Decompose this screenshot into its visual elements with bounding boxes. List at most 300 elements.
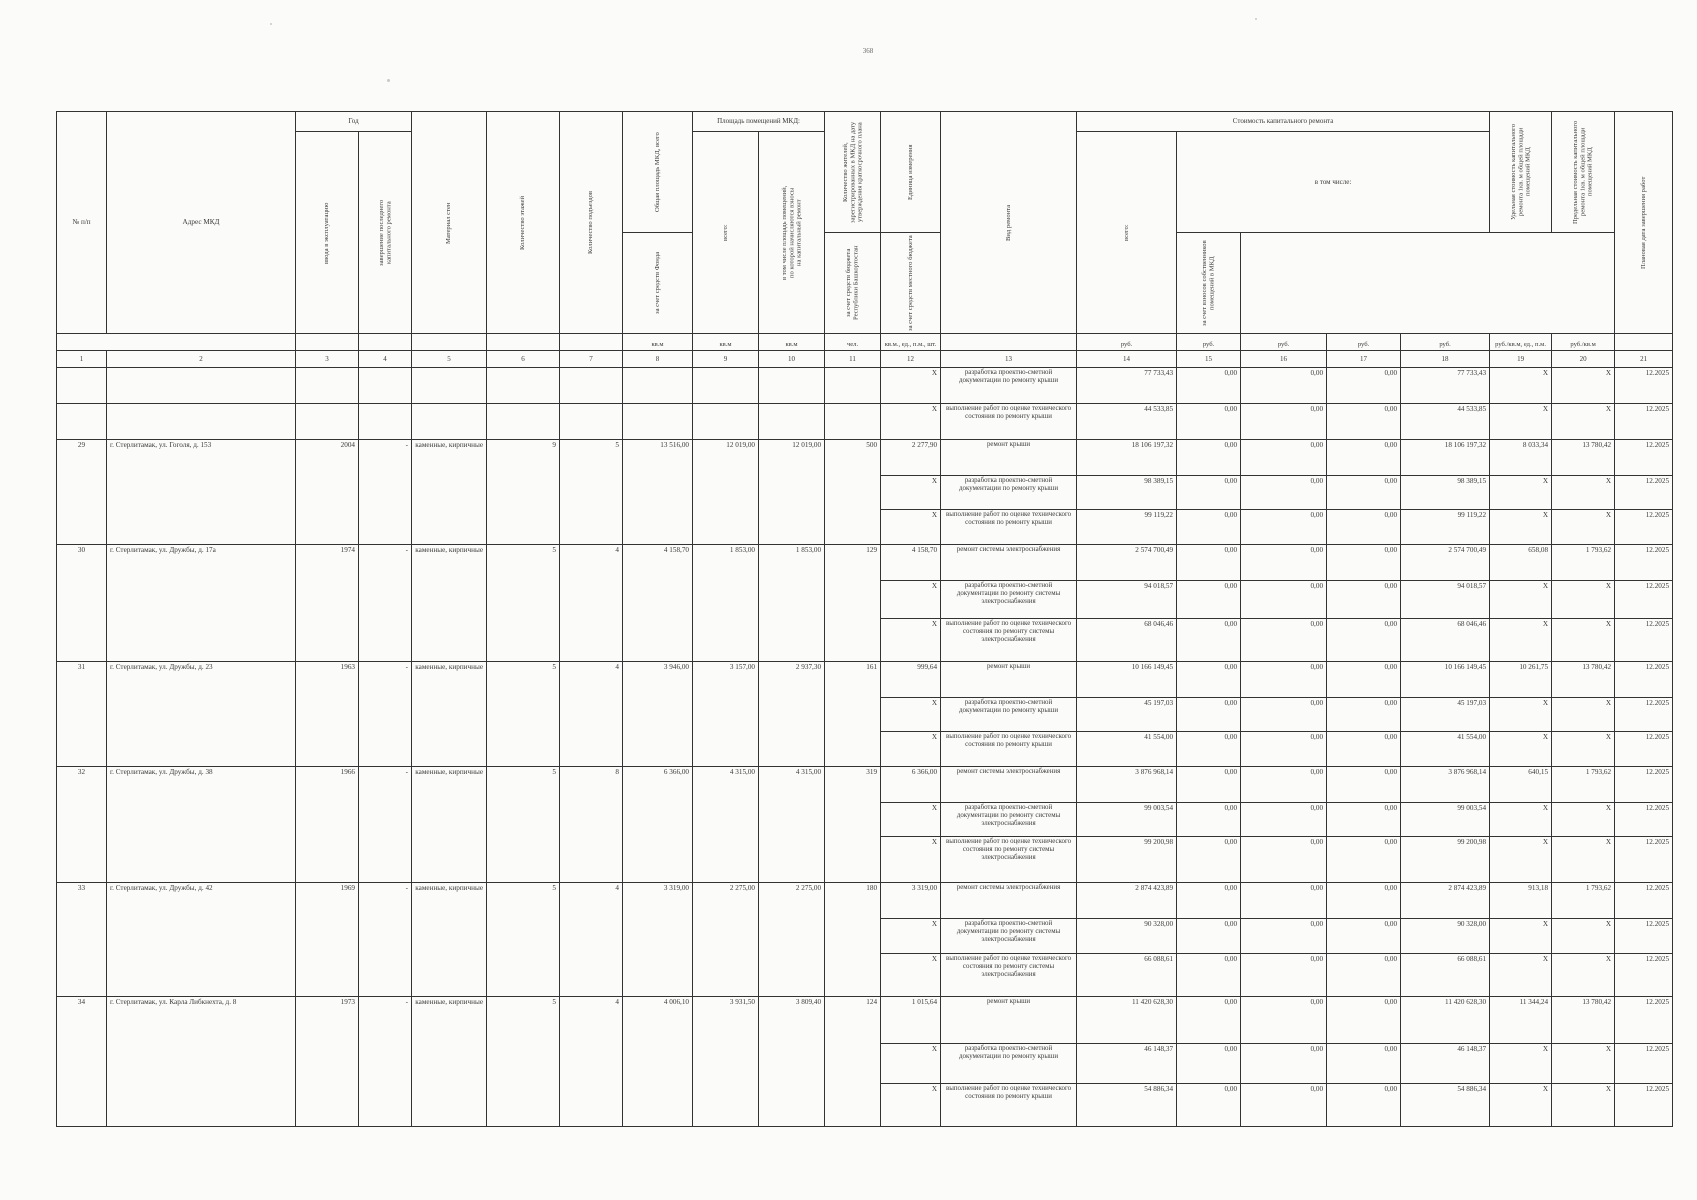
- cost-republic: 0,00: [1241, 883, 1327, 919]
- building-row: [57, 545, 1673, 581]
- cost-republic: 0,00: [1241, 997, 1327, 1044]
- plan-date: 12.2025: [1615, 368, 1673, 404]
- empty-cell: [412, 368, 487, 404]
- floors: 5: [487, 997, 560, 1127]
- unit-c17: руб.: [1327, 334, 1401, 351]
- cost-owners: 68 046,46: [1401, 619, 1490, 662]
- max-cost: X: [1552, 919, 1615, 954]
- premises-total: 2 275,00: [693, 883, 759, 997]
- building-address: г. Стерлитамак, ул. Дружбы, д. 38: [107, 767, 296, 883]
- header-cost-owners: за счет взносов собственников помещений в МКД: [1177, 233, 1241, 334]
- cost-fund: 0,00: [1177, 368, 1241, 404]
- empty-cell: [412, 404, 487, 440]
- residents: 129: [825, 545, 881, 662]
- cost-republic: 0,00: [1241, 954, 1327, 997]
- header-residents: Количество жителей, зарегистрированных в МКД на дату утверждения краткосрочного плана: [825, 112, 881, 233]
- cost-owners: 54 886,34: [1401, 1084, 1490, 1127]
- total-area: 4 006,10: [623, 997, 693, 1127]
- work-type: разработка проектно-сметной документации по ремонту системы электроснабжения: [941, 919, 1077, 954]
- header-cost-group: Стоимость капитального ремонта: [1077, 112, 1490, 132]
- cost-republic: 0,00: [1241, 919, 1327, 954]
- quantity: 1 015,64: [881, 997, 941, 1044]
- column-number: 7: [560, 351, 623, 368]
- building-row: [57, 883, 1673, 919]
- continuation-row: [57, 368, 1673, 404]
- cost-fund: 0,00: [1177, 1084, 1241, 1127]
- column-number: 18: [1401, 351, 1490, 368]
- cost-republic: 0,00: [1241, 732, 1327, 767]
- cost-republic: 0,00: [1241, 545, 1327, 581]
- column-numbers-row: [57, 351, 1673, 368]
- residents: 124: [825, 997, 881, 1127]
- cost-fund: 0,00: [1177, 919, 1241, 954]
- empty-cell: [623, 368, 693, 404]
- quantity: X: [881, 1044, 941, 1084]
- cost-fund: 0,00: [1177, 581, 1241, 619]
- unit-c10: кв.м: [759, 334, 825, 351]
- column-number: 4: [359, 351, 412, 368]
- total-area: 13 516,00: [623, 440, 693, 545]
- column-number: 6: [487, 351, 560, 368]
- cost-local: 0,00: [1327, 837, 1401, 883]
- header-entrances: Количество подъездов: [560, 112, 623, 334]
- plan-date: 12.2025: [1615, 883, 1673, 919]
- max-cost: X: [1552, 510, 1615, 545]
- column-number: 9: [693, 351, 759, 368]
- cost-total: 99 200,98: [1077, 837, 1177, 883]
- cost-total: 3 876 968,14: [1077, 767, 1177, 803]
- premises-total: 12 019,00: [693, 440, 759, 545]
- total-area: 6 366,00: [623, 767, 693, 883]
- work-type: ремонт системы электроснабжения: [941, 883, 1077, 919]
- unit-cost: X: [1490, 837, 1552, 883]
- unit-c9: кв.м: [693, 334, 759, 351]
- column-number: 5: [412, 351, 487, 368]
- page-number: 368: [862, 47, 874, 55]
- empty-cell: [825, 404, 881, 440]
- unit-cost: X: [1490, 698, 1552, 732]
- empty-cell: [623, 404, 693, 440]
- cost-fund: 0,00: [1177, 883, 1241, 919]
- table-body: [57, 368, 1673, 1127]
- cost-republic: 0,00: [1241, 837, 1327, 883]
- cost-fund: 0,00: [1177, 440, 1241, 476]
- year-last-overhaul: -: [359, 662, 412, 767]
- plan-date: 12.2025: [1615, 476, 1673, 510]
- unit-cost: X: [1490, 581, 1552, 619]
- cost-owners: 90 328,00: [1401, 919, 1490, 954]
- entrances: 8: [560, 767, 623, 883]
- plan-date: 12.2025: [1615, 1044, 1673, 1084]
- cost-owners: 10 166 149,45: [1401, 662, 1490, 698]
- cost-local: 0,00: [1327, 662, 1401, 698]
- column-number: 10: [759, 351, 825, 368]
- work-type: ремонт системы электроснабжения: [941, 545, 1077, 581]
- units-cell: [57, 334, 296, 351]
- quantity: X: [881, 698, 941, 732]
- max-cost: 13 780,42: [1552, 997, 1615, 1044]
- work-type: выполнение работ по оценке технического состояния по ремонту системы электроснабжения: [941, 954, 1077, 997]
- unit-c18: руб.: [1401, 334, 1490, 351]
- scan-speck: [270, 23, 272, 25]
- repair-plan-table: [56, 111, 1673, 1127]
- column-number: 13: [941, 351, 1077, 368]
- unit-cost: X: [1490, 619, 1552, 662]
- header-incl: в том числе:: [1177, 132, 1490, 233]
- cost-local: 0,00: [1327, 698, 1401, 732]
- work-type: разработка проектно-сметной документации по ремонту крыши: [941, 1044, 1077, 1084]
- floors: 5: [487, 767, 560, 883]
- max-cost: X: [1552, 1044, 1615, 1084]
- empty-cell: [359, 368, 412, 404]
- floors: 9: [487, 440, 560, 545]
- work-type: выполнение работ по оценке технического состояния по ремонту крыши: [941, 1084, 1077, 1127]
- units-cell: [560, 334, 623, 351]
- cost-owners: 94 018,57: [1401, 581, 1490, 619]
- unit-cost: X: [1490, 510, 1552, 545]
- entrances: 4: [560, 662, 623, 767]
- plan-date: 12.2025: [1615, 404, 1673, 440]
- quantity: X: [881, 510, 941, 545]
- cost-owners: 77 733,43: [1401, 368, 1490, 404]
- header-year-commissioning: ввода в эксплуатацию: [296, 132, 359, 334]
- cost-republic: 0,00: [1241, 662, 1327, 698]
- empty-cell: [107, 368, 296, 404]
- plan-date: 12.2025: [1615, 732, 1673, 767]
- header-year-last-overhaul: завершение последнего капитального ремонта: [359, 132, 412, 334]
- row-number: 31: [57, 662, 107, 767]
- plan-date: 12.2025: [1615, 954, 1673, 997]
- cost-local: 0,00: [1327, 883, 1401, 919]
- cost-total: 45 197,03: [1077, 698, 1177, 732]
- empty-cell: [825, 368, 881, 404]
- work-type: ремонт крыши: [941, 440, 1077, 476]
- work-type: выполнение работ по оценке технического состояния по ремонту системы электроснабжения: [941, 837, 1077, 883]
- cost-total: 77 733,43: [1077, 368, 1177, 404]
- header-address: Адрес МКД: [107, 112, 296, 334]
- column-number: 14: [1077, 351, 1177, 368]
- residents: 319: [825, 767, 881, 883]
- cost-republic: 0,00: [1241, 581, 1327, 619]
- entrances: 4: [560, 883, 623, 997]
- cost-local: 0,00: [1327, 404, 1401, 440]
- header-cost-total: всего:: [1077, 132, 1177, 334]
- building-row: [57, 997, 1673, 1044]
- year-last-overhaul: -: [359, 545, 412, 662]
- max-cost: 1 793,62: [1552, 883, 1615, 919]
- column-number: 21: [1615, 351, 1673, 368]
- header-premises-total: всего:: [693, 132, 759, 334]
- residents: 180: [825, 883, 881, 997]
- building-row: [57, 767, 1673, 803]
- empty-cell: [296, 368, 359, 404]
- cost-owners: 41 554,00: [1401, 732, 1490, 767]
- premises-residential: 3 809,40: [759, 997, 825, 1127]
- cost-owners: 3 876 968,14: [1401, 767, 1490, 803]
- header-work-type: Вид ремонта: [941, 112, 1077, 334]
- max-cost: X: [1552, 803, 1615, 837]
- cost-total: 46 148,37: [1077, 1044, 1177, 1084]
- unit-c14: руб.: [1077, 334, 1177, 351]
- max-cost: X: [1552, 404, 1615, 440]
- scan-speck: [387, 79, 390, 82]
- cost-owners: 66 088,61: [1401, 954, 1490, 997]
- header-year-group: Год: [296, 112, 412, 132]
- year-last-overhaul: -: [359, 997, 412, 1127]
- year-commissioning: 1963: [296, 662, 359, 767]
- plan-date: 12.2025: [1615, 767, 1673, 803]
- cost-local: 0,00: [1327, 510, 1401, 545]
- quantity: X: [881, 476, 941, 510]
- unit-cost: X: [1490, 1084, 1552, 1127]
- repair-plan-table-wrapper: [56, 111, 1673, 1127]
- cost-fund: 0,00: [1177, 837, 1241, 883]
- cost-total: 68 046,46: [1077, 619, 1177, 662]
- cost-total: 94 018,57: [1077, 581, 1177, 619]
- quantity: X: [881, 732, 941, 767]
- cost-fund: 0,00: [1177, 732, 1241, 767]
- cost-republic: 0,00: [1241, 368, 1327, 404]
- total-area: 4 158,70: [623, 545, 693, 662]
- row-number: 29: [57, 440, 107, 545]
- residents: 500: [825, 440, 881, 545]
- empty-cell: [759, 404, 825, 440]
- cost-republic: 0,00: [1241, 404, 1327, 440]
- empty-cell: [560, 404, 623, 440]
- max-cost: 1 793,62: [1552, 767, 1615, 803]
- cost-local: 0,00: [1327, 368, 1401, 404]
- cost-fund: 0,00: [1177, 698, 1241, 732]
- residents: 161: [825, 662, 881, 767]
- work-type: ремонт крыши: [941, 662, 1077, 698]
- unit-cost: X: [1490, 954, 1552, 997]
- empty-cell: [693, 368, 759, 404]
- building-address: г. Стерлитамак, ул. Гоголя, д. 153: [107, 440, 296, 545]
- cost-total: 99 003,54: [1077, 803, 1177, 837]
- unit-cost: X: [1490, 732, 1552, 767]
- quantity: 999,64: [881, 662, 941, 698]
- cost-owners: 99 003,54: [1401, 803, 1490, 837]
- cost-republic: 0,00: [1241, 698, 1327, 732]
- year-commissioning: 1973: [296, 997, 359, 1127]
- cost-total: 18 106 197,32: [1077, 440, 1177, 476]
- cost-republic: 0,00: [1241, 1044, 1327, 1084]
- empty-cell: [296, 404, 359, 440]
- cost-local: 0,00: [1327, 545, 1401, 581]
- units-cell: [1615, 334, 1673, 351]
- unit-c12: кв.м., ед., п.м., шт.: [881, 334, 941, 351]
- cost-total: 99 119,22: [1077, 510, 1177, 545]
- work-type: ремонт системы электроснабжения: [941, 767, 1077, 803]
- header-floors: Количество этажей: [487, 112, 560, 334]
- premises-total: 1 853,00: [693, 545, 759, 662]
- header-max-cost: Предельная стоимость капитального ремонта 1кв. м общей площади помещений МКД: [1552, 112, 1615, 233]
- max-cost: X: [1552, 581, 1615, 619]
- max-cost: X: [1552, 698, 1615, 732]
- unit-c15: руб.: [1177, 334, 1241, 351]
- quantity: X: [881, 368, 941, 404]
- unit-cost: X: [1490, 1044, 1552, 1084]
- column-number: 1: [57, 351, 107, 368]
- row-number: 33: [57, 883, 107, 997]
- year-commissioning: 1974: [296, 545, 359, 662]
- units-cell: [412, 334, 487, 351]
- wall-material: каменные, кирпичные: [412, 883, 487, 997]
- column-number: 3: [296, 351, 359, 368]
- units-cell: [941, 334, 1077, 351]
- cost-local: 0,00: [1327, 954, 1401, 997]
- max-cost: 13 780,42: [1552, 440, 1615, 476]
- header-cost-fund: за счет средств Фонда: [623, 233, 693, 334]
- quantity: X: [881, 837, 941, 883]
- unit-cost: 8 033,34: [1490, 440, 1552, 476]
- column-number: 8: [623, 351, 693, 368]
- cost-owners: 18 106 197,32: [1401, 440, 1490, 476]
- cost-local: 0,00: [1327, 476, 1401, 510]
- plan-date: 12.2025: [1615, 837, 1673, 883]
- plan-date: 12.2025: [1615, 440, 1673, 476]
- quantity: X: [881, 954, 941, 997]
- plan-date: 12.2025: [1615, 698, 1673, 732]
- unit-cost: 10 261,75: [1490, 662, 1552, 698]
- plan-date: 12.2025: [1615, 997, 1673, 1044]
- row-number: 34: [57, 997, 107, 1127]
- max-cost: X: [1552, 476, 1615, 510]
- premises-residential: 2 275,00: [759, 883, 825, 997]
- building-address: г. Стерлитамак, ул. Карла Либкнехта, д. 8: [107, 997, 296, 1127]
- units-cell: [296, 334, 359, 351]
- total-area: 3 946,00: [623, 662, 693, 767]
- year-commissioning: 1969: [296, 883, 359, 997]
- cost-local: 0,00: [1327, 440, 1401, 476]
- empty-cell: [759, 368, 825, 404]
- header-total-area: Общая площадь МКД, всего: [623, 112, 693, 233]
- cost-total: 2 574 700,49: [1077, 545, 1177, 581]
- max-cost: X: [1552, 368, 1615, 404]
- quantity: 3 319,00: [881, 883, 941, 919]
- cost-local: 0,00: [1327, 1084, 1401, 1127]
- floors: 5: [487, 545, 560, 662]
- cost-fund: 0,00: [1177, 997, 1241, 1044]
- floors: 5: [487, 883, 560, 997]
- header-unit: Единица измерения: [881, 112, 941, 233]
- cost-local: 0,00: [1327, 581, 1401, 619]
- unit-cost: 913,18: [1490, 883, 1552, 919]
- quantity: 2 277,90: [881, 440, 941, 476]
- cost-owners: 99 200,98: [1401, 837, 1490, 883]
- cost-republic: 0,00: [1241, 440, 1327, 476]
- column-number: 19: [1490, 351, 1552, 368]
- wall-material: каменные, кирпичные: [412, 662, 487, 767]
- cost-republic: 0,00: [1241, 619, 1327, 662]
- plan-date: 12.2025: [1615, 1084, 1673, 1127]
- plan-date: 12.2025: [1615, 510, 1673, 545]
- unit-c8: кв.м: [623, 334, 693, 351]
- header-cost-republic: за счет средств бюджета Республики Башкортостан: [825, 233, 881, 334]
- wall-material: каменные, кирпичные: [412, 440, 487, 545]
- cost-republic: 0,00: [1241, 767, 1327, 803]
- unit-cost: X: [1490, 803, 1552, 837]
- unit-c16: руб.: [1241, 334, 1327, 351]
- column-number: 12: [881, 351, 941, 368]
- premises-residential: 4 315,00: [759, 767, 825, 883]
- plan-date: 12.2025: [1615, 803, 1673, 837]
- cost-total: 44 533,85: [1077, 404, 1177, 440]
- unit-c11: чел.: [825, 334, 881, 351]
- units-row: [57, 334, 1673, 351]
- cost-fund: 0,00: [1177, 476, 1241, 510]
- plan-date: 12.2025: [1615, 662, 1673, 698]
- cost-fund: 0,00: [1177, 954, 1241, 997]
- max-cost: X: [1552, 619, 1615, 662]
- column-number: 17: [1327, 351, 1401, 368]
- quantity: X: [881, 404, 941, 440]
- max-cost: 13 780,42: [1552, 662, 1615, 698]
- row-number: 32: [57, 767, 107, 883]
- table-header: [57, 112, 1673, 368]
- column-number: 2: [107, 351, 296, 368]
- empty-cell: [560, 368, 623, 404]
- work-type: разработка проектно-сметной документации по ремонту крыши: [941, 368, 1077, 404]
- building-address: г. Стерлитамак, ул. Дружбы, д. 23: [107, 662, 296, 767]
- unit-cost: X: [1490, 919, 1552, 954]
- empty-cell: [693, 404, 759, 440]
- cost-republic: 0,00: [1241, 1084, 1327, 1127]
- cost-fund: 0,00: [1177, 619, 1241, 662]
- quantity: X: [881, 803, 941, 837]
- cost-owners: 2 574 700,49: [1401, 545, 1490, 581]
- unit-cost: 658,08: [1490, 545, 1552, 581]
- building-row: [57, 440, 1673, 476]
- cost-total: 2 874 423,89: [1077, 883, 1177, 919]
- cost-local: 0,00: [1327, 803, 1401, 837]
- units-cell: [359, 334, 412, 351]
- header-cost-local: за счет средств местного бюджета: [881, 233, 941, 334]
- unit-cost: X: [1490, 368, 1552, 404]
- empty-cell: [57, 404, 107, 440]
- quantity: X: [881, 919, 941, 954]
- row-number: 30: [57, 545, 107, 662]
- premises-residential: 1 853,00: [759, 545, 825, 662]
- max-cost: X: [1552, 732, 1615, 767]
- building-address: г. Стерлитамак, ул. Дружбы, д. 42: [107, 883, 296, 997]
- cost-total: 98 389,15: [1077, 476, 1177, 510]
- empty-cell: [107, 404, 296, 440]
- cost-local: 0,00: [1327, 919, 1401, 954]
- cost-owners: 45 197,03: [1401, 698, 1490, 732]
- premises-total: 3 157,00: [693, 662, 759, 767]
- cost-fund: 0,00: [1177, 1044, 1241, 1084]
- work-type: разработка проектно-сметной документации по ремонту крыши: [941, 476, 1077, 510]
- cost-owners: 11 420 628,30: [1401, 997, 1490, 1044]
- empty-cell: [487, 368, 560, 404]
- wall-material: каменные, кирпичные: [412, 997, 487, 1127]
- year-last-overhaul: -: [359, 883, 412, 997]
- plan-date: 12.2025: [1615, 581, 1673, 619]
- cost-total: 11 420 628,30: [1077, 997, 1177, 1044]
- cost-total: 54 886,34: [1077, 1084, 1177, 1127]
- work-type: выполнение работ по оценке технического состояния по ремонту крыши: [941, 732, 1077, 767]
- empty-cell: [359, 404, 412, 440]
- cost-republic: 0,00: [1241, 803, 1327, 837]
- work-type: разработка проектно-сметной документации по ремонту системы электроснабжения: [941, 803, 1077, 837]
- cost-owners: 99 119,22: [1401, 510, 1490, 545]
- cost-owners: 44 533,85: [1401, 404, 1490, 440]
- column-number: 11: [825, 351, 881, 368]
- unit-cost: X: [1490, 404, 1552, 440]
- max-cost: X: [1552, 954, 1615, 997]
- plan-date: 12.2025: [1615, 919, 1673, 954]
